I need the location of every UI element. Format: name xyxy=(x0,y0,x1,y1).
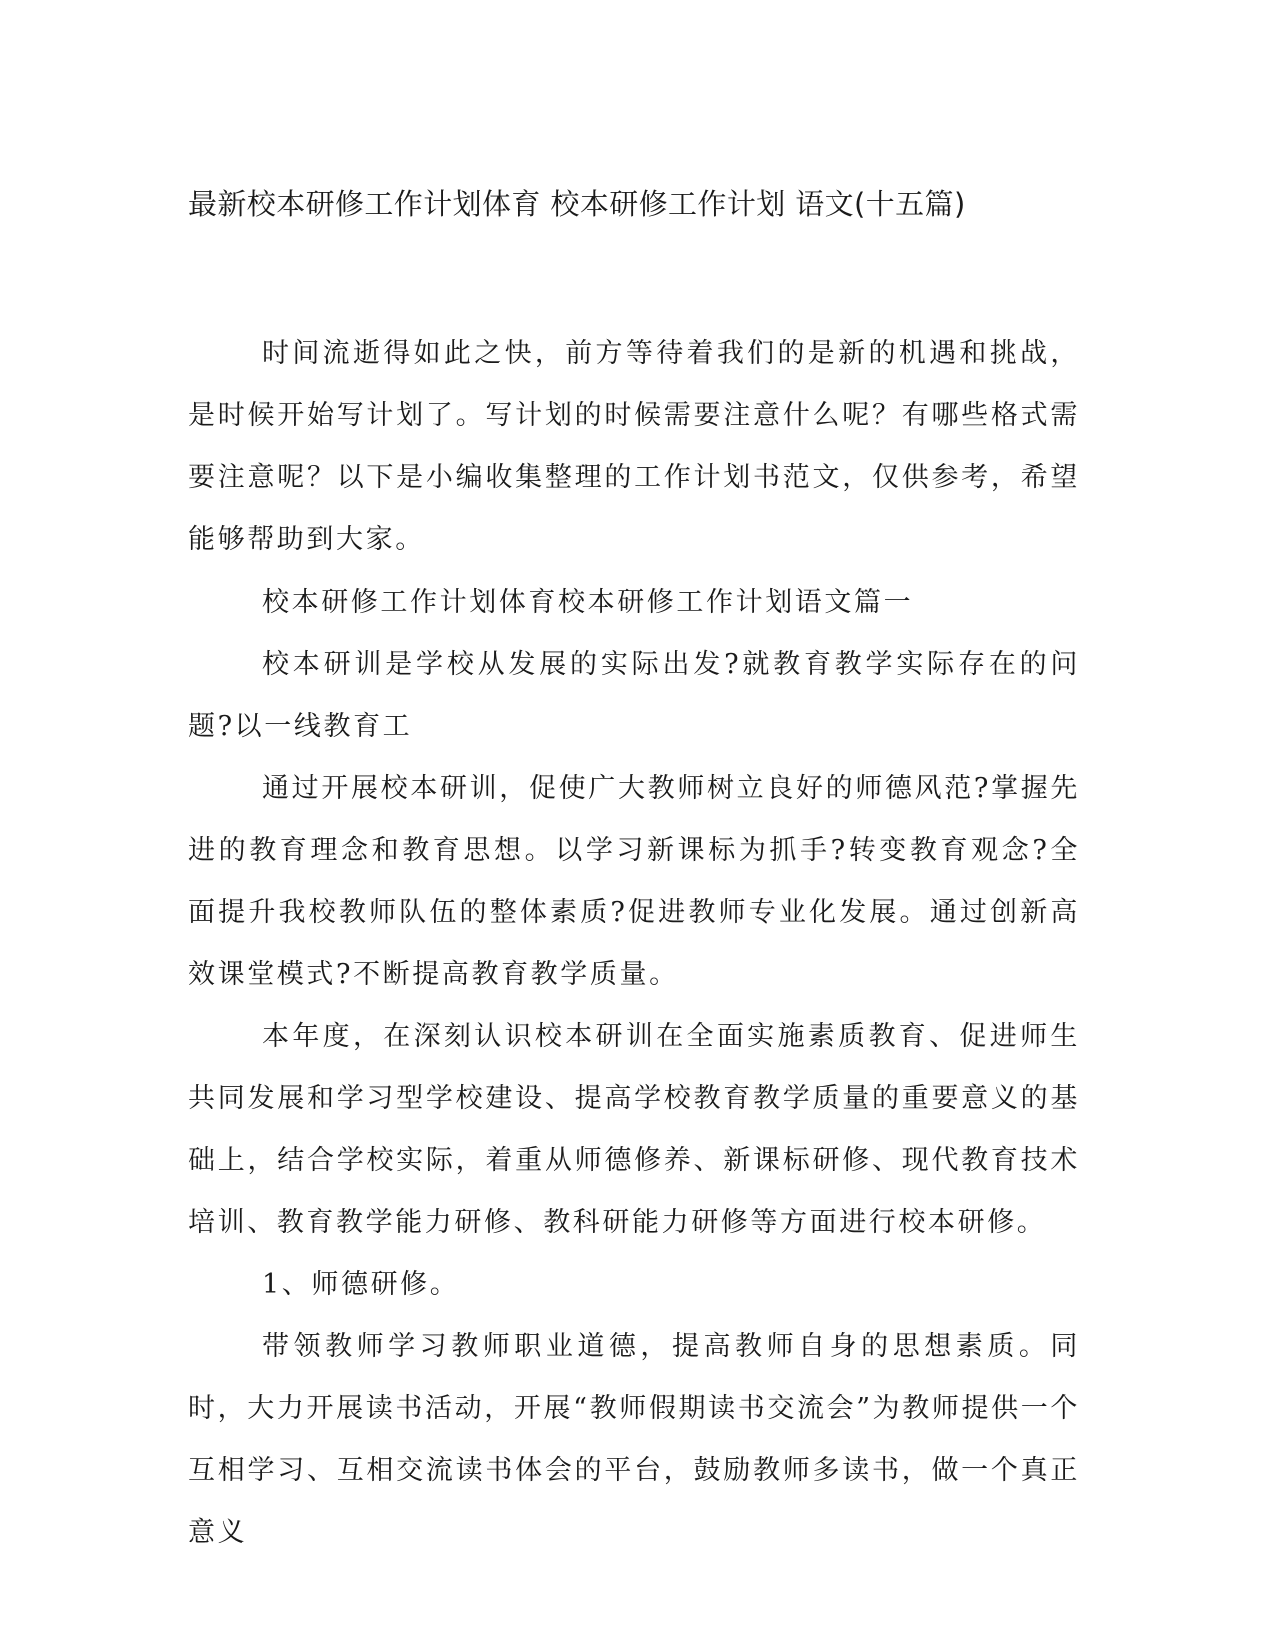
section-heading-part-one: 校本研修工作计划体育校本研修工作计划语文篇一 xyxy=(262,587,914,618)
paragraph-ethics-training: 带领教师学习教师职业道德，提高教师自身的思想素质。同时，大力开展读书活动，开展“教师假期读书交流会”为教师提供一个互相学习、互相交流读书体会的平台，鼓励教师多读书，做一个真正意义 xyxy=(188,1331,1080,1548)
paragraph-goals: 通过开展校本研训，促使广大教师树立良好的师德风范?掌握先进的教育理念和教育思想。以学习新课标为抓手?转变教育观念?全面提升我校教师队伍的整体素质?促进教师专业化发展。通过创新高效课堂模式?不断提高教育教学质量。 xyxy=(188,773,1080,990)
paragraph-annual-plan: 本年度，在深刻认识校本研训在全面实施素质教育、促进师生共同发展和学习型学校建设、提高学校教育教学质量的重要意义的基础上，结合学校实际，着重从师德修养、新课标研修、现代教育技术培训、教育教学能力研修、教科研能力研修等方面进行校本研修。 xyxy=(188,1021,1080,1238)
paragraph-intro: 时间流逝得如此之快，前方等待着我们的是新的机遇和挑战，是时候开始写计划了。写计划的时候需要注意什么呢？有哪些格式需要注意呢？以下是小编收集整理的工作计划书范文，仅供参考，希望能够帮助到大家。 xyxy=(188,338,1080,555)
document-title: 最新校本研修工作计划体育 校本研修工作计划 语文(十五篇) xyxy=(188,187,966,221)
paragraph-school-training: 校本研训是学校从发展的实际出发?就教育教学实际存在的问题?以一线教育工 xyxy=(188,649,1080,742)
section-heading-ethics: 1、师德研修。 xyxy=(262,1269,460,1300)
